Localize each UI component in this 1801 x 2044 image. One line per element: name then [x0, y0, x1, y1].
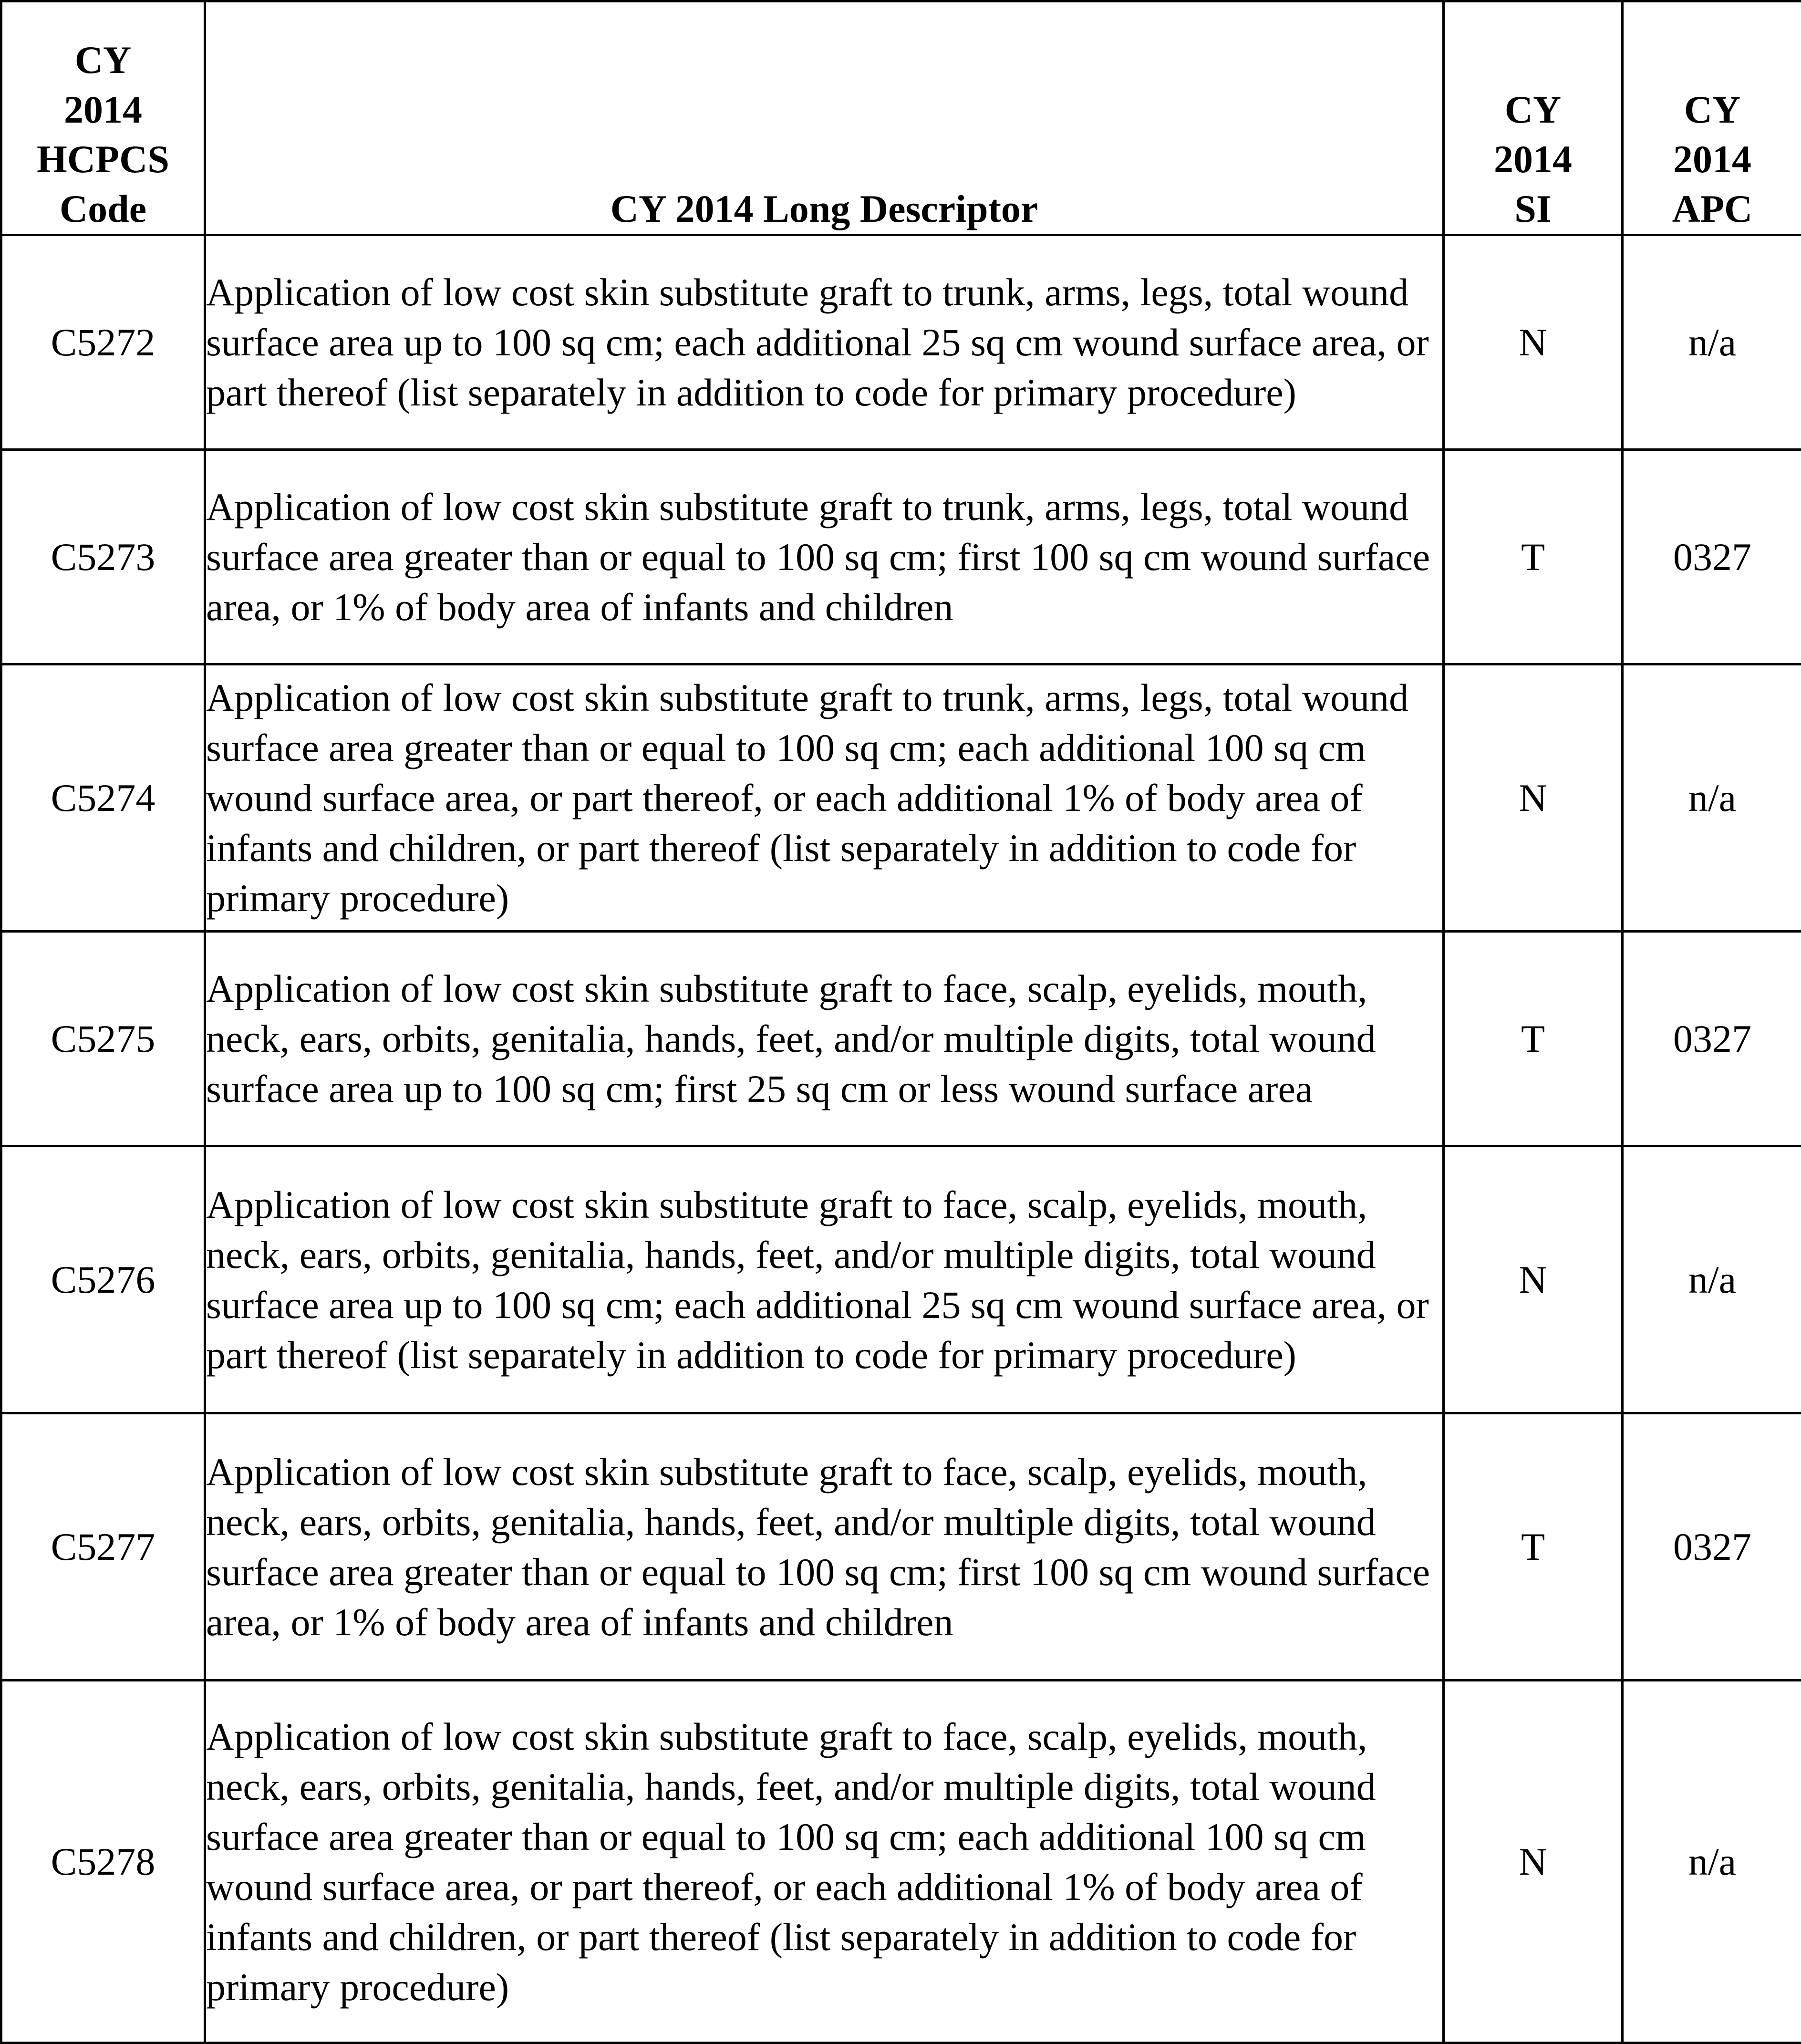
header-apc [1623, 1, 1801, 235]
long-descriptor-cell: Application of low cost skin substitute graft to trunk, arms, legs, total wound surface area up to 100 sq cm; each additional 25 sq cm wound surface area, or part thereof (list separately in addition to code for primary procedure) [205, 235, 1444, 450]
header-hcpcs-code-line: CY [2, 35, 204, 85]
hcpcs-code-cell: C5277 [1, 1413, 205, 1681]
table-row [1, 1413, 1801, 1681]
long-descriptor-cell: Application of low cost skin substitute graft to face, scalp, eyelids, mouth, neck, ears, orbits, genitalia, hands, feet, and/or multiple digits, total wound surface area up to 100 sq cm; each additional 25 sq cm wound surface area, or part thereof (list separately in addition to code for primary procedure) [205, 1146, 1444, 1413]
status-indicator-cell: T [1444, 1413, 1623, 1681]
header-si-line: 2014 [1445, 135, 1621, 184]
table-row [1, 450, 1801, 664]
status-indicator-cell: N [1444, 235, 1623, 450]
table-row [1, 664, 1801, 932]
hcpcs-code-cell: C5274 [1, 664, 205, 932]
header-si-line: CY [1445, 85, 1621, 135]
hcpcs-code-cell: C5272 [1, 235, 205, 450]
status-indicator-cell: N [1444, 1681, 1623, 2043]
table-body [1, 235, 1801, 2043]
long-descriptor-cell: Application of low cost skin substitute graft to face, scalp, eyelids, mouth, neck, ears, orbits, genitalia, hands, feet, and/or multiple digits, total wound surface area up to 100 sq cm; first 25 sq cm or less wound surface area [205, 932, 1444, 1146]
header-hcpcs-code [1, 1, 205, 235]
table-row [1, 1146, 1801, 1413]
hcpcs-code-cell: C5278 [1, 1681, 205, 2043]
header-hcpcs-code-line: 2014 [2, 85, 204, 135]
hcpcs-code-cell: C5275 [1, 932, 205, 1146]
table-row [1, 235, 1801, 450]
long-descriptor-cell: Application of low cost skin substitute graft to face, scalp, eyelids, mouth, neck, ears, orbits, genitalia, hands, feet, and/or multiple digits, total wound surface area greater than or equal to 100 sq cm; each additional 100 sq cm wound surface area, or part thereof, or each additional 1% of body area of infants and children, or part thereof (list separately in addition to code for primary procedure) [205, 1681, 1444, 2043]
long-descriptor-cell: Application of low cost skin substitute graft to trunk, arms, legs, total wound surface area greater than or equal to 100 sq cm; first 100 sq cm wound surface area, or 1% of body area of infants and children [205, 450, 1444, 664]
table-header [1, 1, 1801, 235]
apc-cell: n/a [1623, 235, 1801, 450]
header-si-line: SI [1445, 184, 1621, 234]
header-apc-line: APC [1624, 184, 1801, 234]
hcpcs-code-cell: C5273 [1, 450, 205, 664]
header-apc-line: CY [1624, 85, 1801, 135]
header-si [1444, 1, 1623, 235]
header-apc-line: 2014 [1624, 135, 1801, 184]
status-indicator-cell: T [1444, 450, 1623, 664]
table-row [1, 1681, 1801, 2043]
header-hcpcs-code-line: Code [2, 184, 204, 234]
hcpcs-code-cell: C5276 [1, 1146, 205, 1413]
long-descriptor-cell: Application of low cost skin substitute graft to trunk, arms, legs, total wound surface area greater than or equal to 100 sq cm; each additional 100 sq cm wound surface area, or part thereof, or each additional 1% of body area of infants and children, or part thereof (list separately in addition to code for primary procedure) [205, 664, 1444, 932]
long-descriptor-cell: Application of low cost skin substitute graft to face, scalp, eyelids, mouth, neck, ears, orbits, genitalia, hands, feet, and/or multiple digits, total wound surface area greater than or equal to 100 sq cm; first 100 sq cm wound surface area, or 1% of body area of infants and children [205, 1413, 1444, 1681]
header-long-descriptor [205, 1, 1444, 235]
table-row [1, 932, 1801, 1146]
apc-cell: n/a [1623, 1146, 1801, 1413]
header-row [1, 1, 1801, 235]
status-indicator-cell: N [1444, 1146, 1623, 1413]
apc-cell: n/a [1623, 664, 1801, 932]
apc-cell: n/a [1623, 1681, 1801, 2043]
header-long-descriptor-label: CY 2014 Long Descriptor [611, 187, 1038, 230]
header-hcpcs-code-line: HCPCS [2, 135, 204, 184]
apc-cell: 0327 [1623, 450, 1801, 664]
apc-cell: 0327 [1623, 1413, 1801, 1681]
status-indicator-cell: T [1444, 932, 1623, 1146]
apc-cell: 0327 [1623, 932, 1801, 1146]
status-indicator-cell: N [1444, 664, 1623, 932]
